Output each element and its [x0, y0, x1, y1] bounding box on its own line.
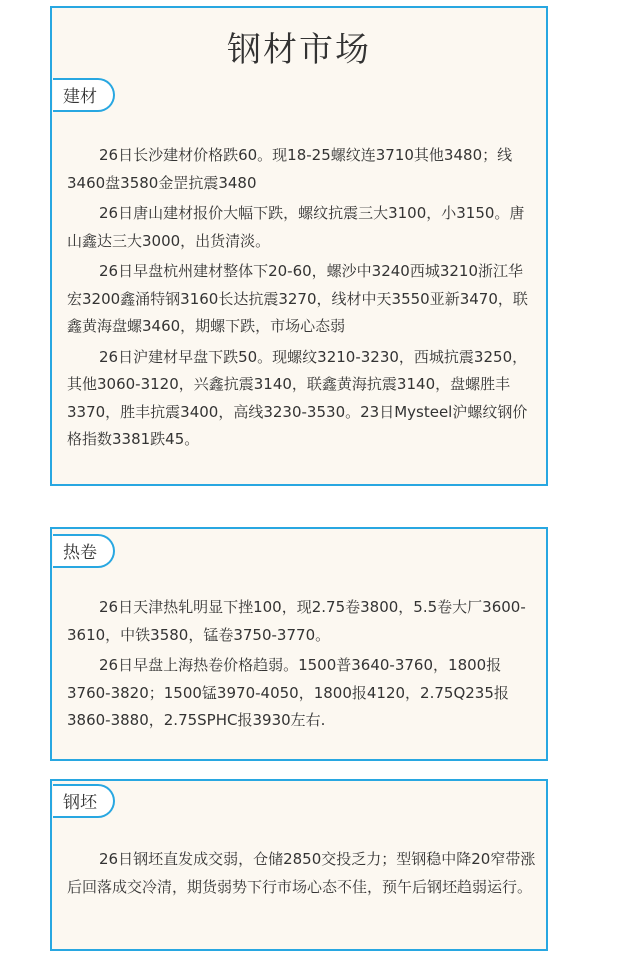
news-paragraph: 26日唐山建材报价大幅下跌，螺纹抗震三大3100，小3150。唐山鑫达三大3000，出货清淡。 — [67, 204, 525, 250]
news-paragraph: 26日沪建材早盘下跌50。现螺纹3210-3230，西城抗震3250，其他3060-3120，兴鑫抗震3140，联鑫黄海抗震3140，盘螺胜丰3370，胜丰抗震3400，高线3230-3530。23日Mysteel沪螺纹钢价格指数3381跌45。 — [67, 347, 528, 448]
section-tag: 热卷 — [53, 534, 115, 568]
section-tag: 建材 — [53, 78, 115, 112]
news-paragraph: 26日天津热轧明显下挫100，现2.75卷3800，5.5卷大厂3600-3610，中铁3580，锰卷3750-3770。 — [67, 598, 526, 644]
page-title: 钢材市场 — [227, 30, 371, 70]
section-card-building-materials — [50, 6, 548, 486]
section-tag: 钢坯 — [53, 784, 115, 818]
news-paragraph: 26日早盘上海热卷价格趋弱。1500普3640-3760，1800报3760-3820；1500锰3970-4050，1800报4120，2.75Q235报3860-3880，2.75SPHC报3930左右. — [67, 656, 509, 729]
section-content — [67, 594, 536, 738]
section-card-steel-billet — [50, 779, 548, 951]
news-paragraph: 26日钢坯直发成交弱，仓储2850交投乏力；型钢稳中降20窄带涨后回落成交冷清，期货弱势下行市场心态不佳，预午后钢坯趋弱运行。 — [67, 850, 536, 896]
news-paragraph: 26日早盘杭州建材整体下20-60，螺沙中3240西城3210浙江华宏3200鑫涌特钢3160长达抗震3270，线材中天3550亚新3470，联鑫黄海盘螺3460，期螺下跌，市场心态弱 — [67, 262, 528, 335]
section-content — [67, 846, 536, 904]
news-paragraph: 26日长沙建材价格跌60。现18-25螺纹连3710其他3480；线3460盘3580金罡抗震3480 — [67, 146, 513, 192]
section-content — [67, 142, 536, 457]
section-card-hot-rolled-coil — [50, 527, 548, 761]
